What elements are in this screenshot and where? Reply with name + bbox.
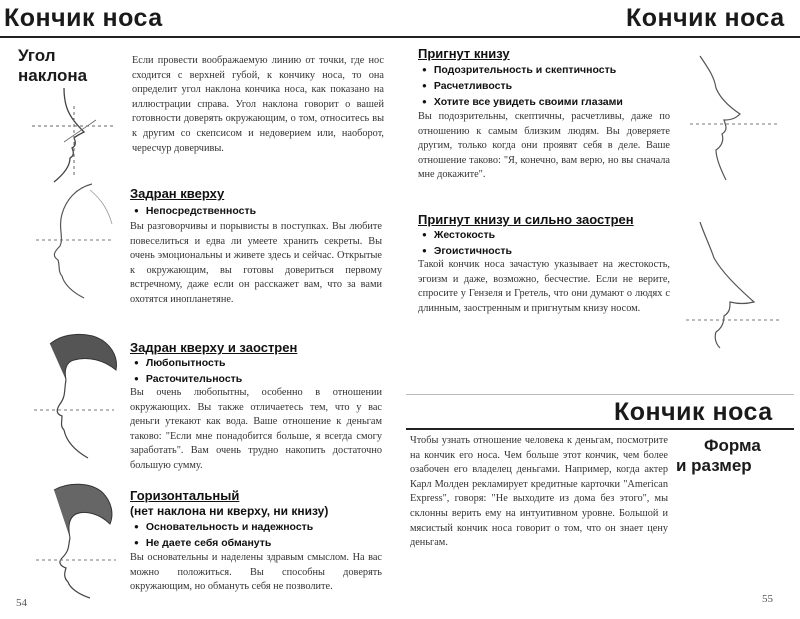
profile-downturned-illustration	[684, 54, 784, 184]
header-rule	[0, 36, 400, 38]
profile-upturned-pointed-illustration	[30, 330, 125, 460]
bullet-horizontal-1: ● Основательность и надежность	[134, 521, 313, 533]
section-text-upturned-pointed: Вы очень любопытны, особенно в отношении окружающих. Вы также отличаетесь тем, что у вас деньги утекают как вода. Ваше отношение к деньгам таково: "Если мне понадобится больше, я всегда смогу заработать". Вам очень трудно накопить достаточно большую сумму.	[130, 387, 382, 471]
section-title-downturned-pointed: Пригнут книзу и сильно заострен	[418, 212, 634, 227]
divider	[406, 394, 794, 395]
bullet-downturned-pointed-1: ● Жестокость	[422, 229, 495, 241]
subheader-line1: Угол	[18, 46, 56, 65]
page-title-right-2: Кончик носа	[614, 398, 773, 426]
bullet-upturned-pointed-2: ● Расточительность	[134, 373, 242, 385]
profile-horizontal-illustration	[30, 480, 125, 600]
subheader2-line2: и размер	[676, 456, 752, 475]
bullet-downturned-2: ● Расчетливость	[422, 80, 512, 92]
bullet-downturned-1: ● Подозрительность и скептичность	[422, 64, 616, 76]
page-number-left: 54	[16, 597, 27, 609]
page-title-right: Кончик носа	[626, 4, 785, 32]
section-subtitle-horizontal: (нет наклона ни кверху, ни книзу)	[130, 504, 329, 518]
header-rule-right	[400, 36, 800, 38]
bullet-downturned-3: ● Хотите все увидеть своими глазами	[422, 96, 623, 108]
bullet-downturned-pointed-2: ● Эгоистичность	[422, 245, 512, 257]
section-text-horizontal: Вы основательны и наделены здравым смыслом. На вас можно положиться. Вы способны доверять окружающим, но обмануть себя не позволите.	[130, 552, 382, 593]
profile-angle-illustration	[24, 86, 120, 186]
page-number-right: 55	[762, 593, 773, 605]
profile-upturned-illustration	[32, 180, 122, 300]
bullet-horizontal-2: ● Не даете себя обмануть	[134, 537, 271, 549]
intro-paragraph: Если провести воображаемую линию от точки, где нос сходится с верхней губой, к кончику носа, то она определит угол наклона кончика носа, как показано на иллюстрации справа. Угол наклона говорит о вашей готовности доверять окружающим, о том, относитесь вы к другим со скепсисом и недоверием или, наоборот, чересчур доверчивы.	[132, 55, 384, 154]
section-text-downturned: Вы подозрительны, скептичны, расчетливы, даже по отношению к самым близким людям. Вы доверяете другим, только когда они проявят себя в деле. Ваше отношение таково: "Я, конечно, вам верю, но вы сначала мне докажите".	[418, 111, 670, 181]
header-rule-right-2	[406, 428, 794, 430]
section-text-downturned-pointed: Такой кончик носа зачастую указывает на жестокость, эгоизм и даже, возможно, бесчестие. Если не верите, спросите у Гензеля и Гретель, что они думают о людях с длинным, заостренным и пригнутым книзу носом.	[418, 259, 670, 314]
bullet-upturned-1: ● Непосредственность	[134, 205, 256, 217]
section-title-upturned: Задран кверху	[130, 186, 225, 201]
section-title-downturned: Пригнут книзу	[418, 46, 510, 61]
bullet-upturned-pointed-1: ● Любопытность	[134, 357, 225, 369]
subheader-line2: наклона	[18, 66, 88, 85]
section-title-upturned-pointed: Задран кверху и заострен	[130, 340, 298, 355]
page-title: Кончик носа	[4, 4, 163, 32]
right-page	[400, 0, 800, 619]
subheader2-line1: Форма	[704, 436, 761, 455]
profile-downturned-pointed-illustration	[682, 220, 788, 350]
section-title-horizontal: Горизонтальный	[130, 488, 240, 503]
money-paragraph: Чтобы узнать отношение человека к деньгам, посмотрите на кончик его носа. Чем больше этот кончик, чем более озабочен его владелец деньгами. Например, когда актер Карл Молден рекламирует кредитные карточки "American Express", говоря: "Не выходите из дома без этого", мы склонны верить ему на интуитивном уровне. Большой и мясистый кончик носа говорит о том, что он знает цену деньгам.	[410, 435, 668, 549]
section-text-upturned: Вы разговорчивы и порывисты в поступках. Вы любите повеселиться и едва ли умеете хранить секреты. Вы очень эмоциональны и живете здесь и сейчас. Открытые к окружающим, вы готовы довериться первому встречному, даже если он расскажет вам, что за вами охотятся инопланетяне.	[130, 221, 382, 305]
